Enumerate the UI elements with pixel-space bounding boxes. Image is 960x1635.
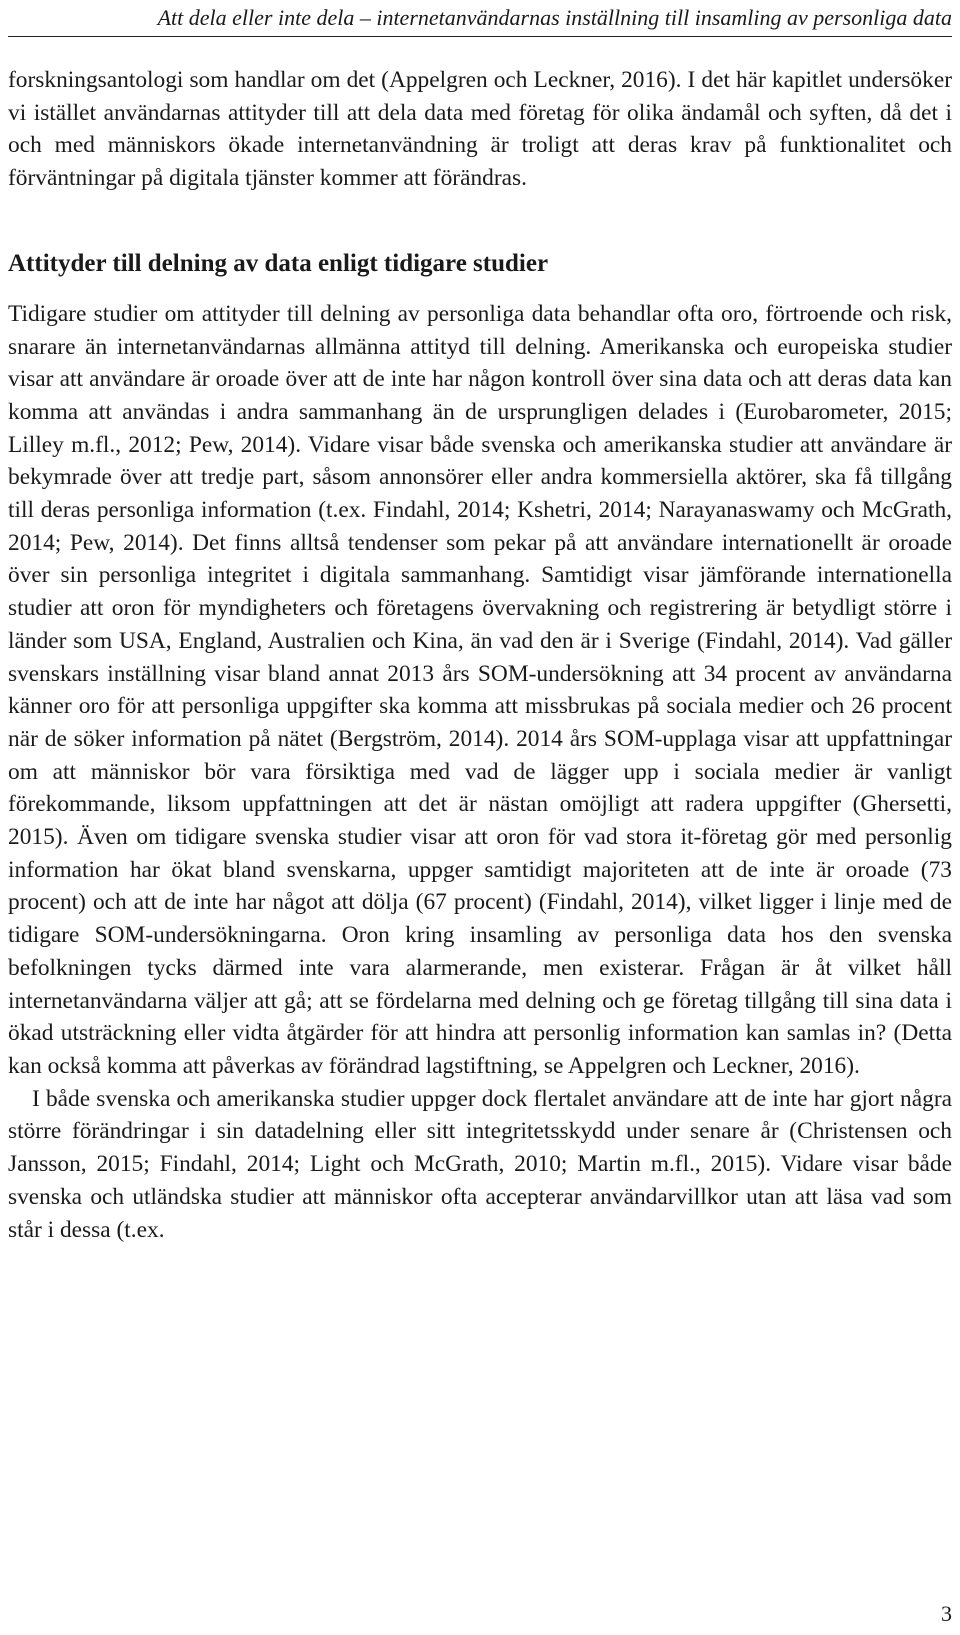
running-header: Att dela eller inte dela – internetanvändarnas inställning till insamling av personliga data [8, 4, 952, 37]
body-paragraph-indented: I både svenska och amerikanska studier uppger dock flertalet användare att de inte har gjort några större förändringar i sin datadelning eller sitt integritetsskydd under senare år (Christensen och Jansson, 2015; Findahl, 2014; Light och McGrath, 2010; Martin m.fl., 2015). Vidare visar både svenska och utländska studier att människor ofta accepterar användarvillkor utan att läsa vad som står i dessa (t.ex. [8, 1085, 952, 1243]
intro-paragraph: forskningsantologi som handlar om det (Appelgren och Leckner, 2016). I det här kapitlet undersöker vi istället användarnas attityder till att dela data med företag för olika ändamål och syften, då det i och med människors ökade internetanvändning är troligt att deras krav på funktionalitet och förväntningar på digitala tjänster kommer att förändras. [8, 67, 952, 192]
page-number: 3 [941, 1601, 952, 1626]
body-text [8, 64, 952, 1246]
section-heading: Attityder till delning av data enligt tidigare studier [8, 249, 549, 277]
body-paragraph: Tidigare studier om attityder till delning av personliga data behandlar ofta oro, förtroende och risk, snarare än internetanvändarnas allmänna attityd till delning. Amerikanska och europeiska studier visar att användare är oroade över att de inte har någon kontroll över sina data och att deras data kan komma att användas i andra sammanhang än de ursprungligen delades i (Eurobarometer, 2015; Lilley m.fl., 2012; Pew, 2014). Vidare visar både svenska och amerikanska studier att användare är bekymrade över att tredje part, såsom annonsörer eller andra kommersiella aktörer, ska få tillgång till deras personliga information (t.ex. Findahl, 2014; Kshetri, 2014; Narayanaswamy och McGrath, 2014; Pew, 2014). Det finns alltså tendenser som pekar på att användare internationellt är oroade över sin personliga integritet i digitala sammanhang. Samtidigt visar jämförande internationella studier att oron för myndigheters och företagens övervakning och registrering är betydligt större i länder som USA, England, Australien och Kina, än vad den är i Sverige (Findahl, 2014). Vad gäller svenskars inställning visar bland annat 2013 års SOM-undersökning att 34 procent av användarna känner oro för att personliga uppgifter ska komma att missbrukas på sociala medier och 26 procent när de söker information på nätet (Bergström, 2014). 2014 års SOM-upplaga visar att uppfattningar om att människor bör vara försiktiga med vad de lägger upp i sociala medier är vanligt förekommande, liksom uppfattningen att det är nästan omöjligt att radera uppgifter (Ghersetti, 2015). Även om tidigare svenska studier visar att oron för vad stora it-företag gör med personlig information har ökat bland svenskarna, uppger samtidigt majoriteten att de inte är oroade (73 procent) och att de inte har något att dölja (67 procent) (Findahl, 2014), vilket ligger i linje med de tidigare SOM-undersökningarna. Oron kring insamling av personliga data hos den svenska befolkningen tycks därmed inte vara alarmerande, men existerar. Frågan är åt vilket håll internetanvändarna väljer att gå; att se fördelarna med delning och ge företag tillgång till sina data i ökad utsträckning eller vidta åtgärder för att hindra att personlig information kan samlas in? (Detta kan också komma att påverkas av förändrad lagstiftning, se Appelgren och Leckner, 2016). [8, 300, 952, 1079]
